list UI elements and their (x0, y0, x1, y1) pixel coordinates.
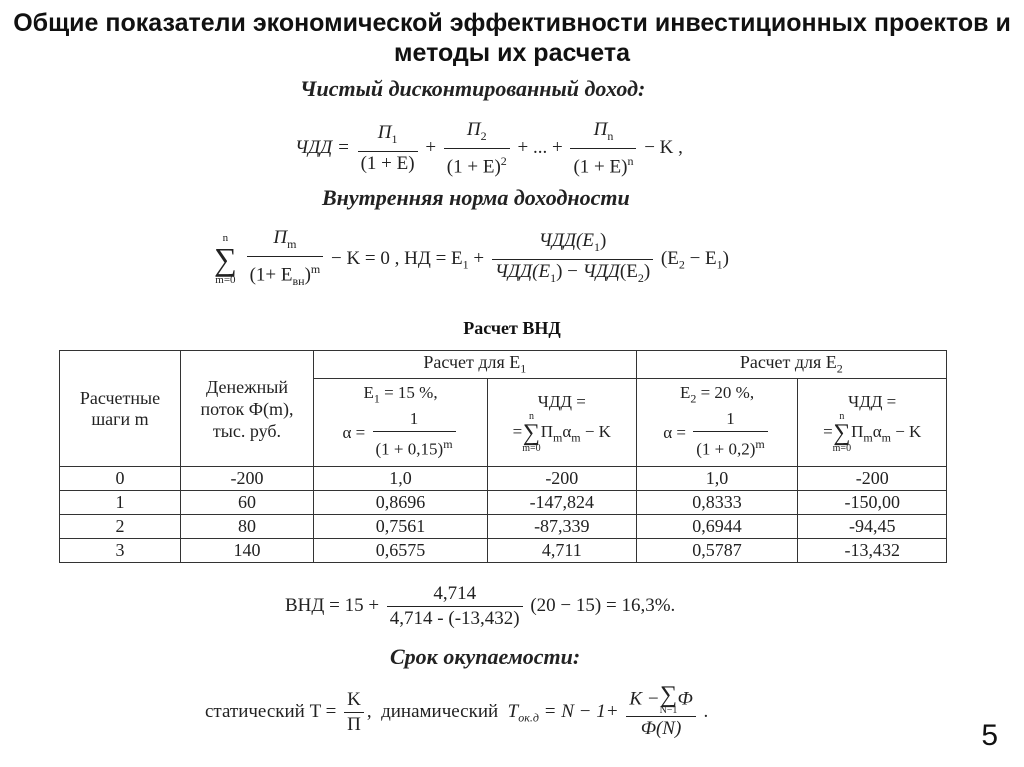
table-row: 2 80 0,7561 -87,339 0,6944 -94,45 (60, 515, 947, 539)
table-row: 1 60 0,8696 -147,824 0,8333 -150,00 (60, 491, 947, 515)
payback-heading: Срок окупаемости: (390, 644, 581, 669)
col-steps-header: Расчетные шаги m (60, 351, 181, 467)
table-row: 0 -200 1,0 -200 1,0 -200 (60, 467, 947, 491)
table-row: 3 140 0,6575 4,711 0,5787 -13,432 (60, 539, 947, 563)
alpha1-header: $E_1 = 15$ %, α = $\frac{1}{(1 + 0,15)^m}$ (314, 379, 488, 467)
slide-title: Общие показатели экономической эффективности инвестиционных проектов и методы их расчета (13, 9, 1011, 67)
payback-formula: статический T = $\frac{K}{П}$ , динамический $T_{ок.д} = N - 1+$ K − ∑ N−1 Ф Ф(N) . (205, 682, 709, 739)
npv-heading: Чистый дисконтированный доход: (300, 76, 646, 101)
page-number: 5 (981, 719, 998, 752)
alpha2-header: $E_2 = 20$ %, α = $\frac{1}{(1 + 0,2)^m}$ (636, 379, 798, 467)
npv2-header: ЧДД = = n ∑ m=0 $П_m\alpha_m - K$ (798, 379, 947, 467)
npv1-header: ЧДД = = n ∑ m=0 $П_m\alpha_m - K$ (488, 379, 637, 467)
npv-formula: ЧДД = $\frac{П_1}{(1 + E)}$ + $\frac{П_2}{(1 + E)^2}$ + ... + $\frac{П_n}{(1 + E)^n}$ − K , (295, 119, 683, 178)
irr-result-formula: ВНД = 15 + $\frac{4,714}{4,714 - (-13,432)}$ (20 − 15) = 16,3%. (285, 583, 676, 629)
irr-heading: Внутренняя норма доходности (322, 185, 630, 210)
irr-table (59, 350, 947, 563)
table-caption: Расчет ВНД (463, 318, 561, 338)
group1-header: Расчет для $E_1$ (314, 351, 637, 379)
group2-header: Расчет для $E_2$ (636, 351, 946, 379)
col-flow-header: Денежный поток Ф(m), тыс. руб. (181, 351, 314, 467)
irr-formula: n ∑ m=0 $\frac{П_m}{(1+ E_{вн})^m}$ − K = 0 , НД = $E_1$ + $\frac{ЧДД(E_1)}{ЧДД(E_1) - ЧДД(E_2)}$ $(E_2 - E_1)$ (214, 227, 729, 288)
